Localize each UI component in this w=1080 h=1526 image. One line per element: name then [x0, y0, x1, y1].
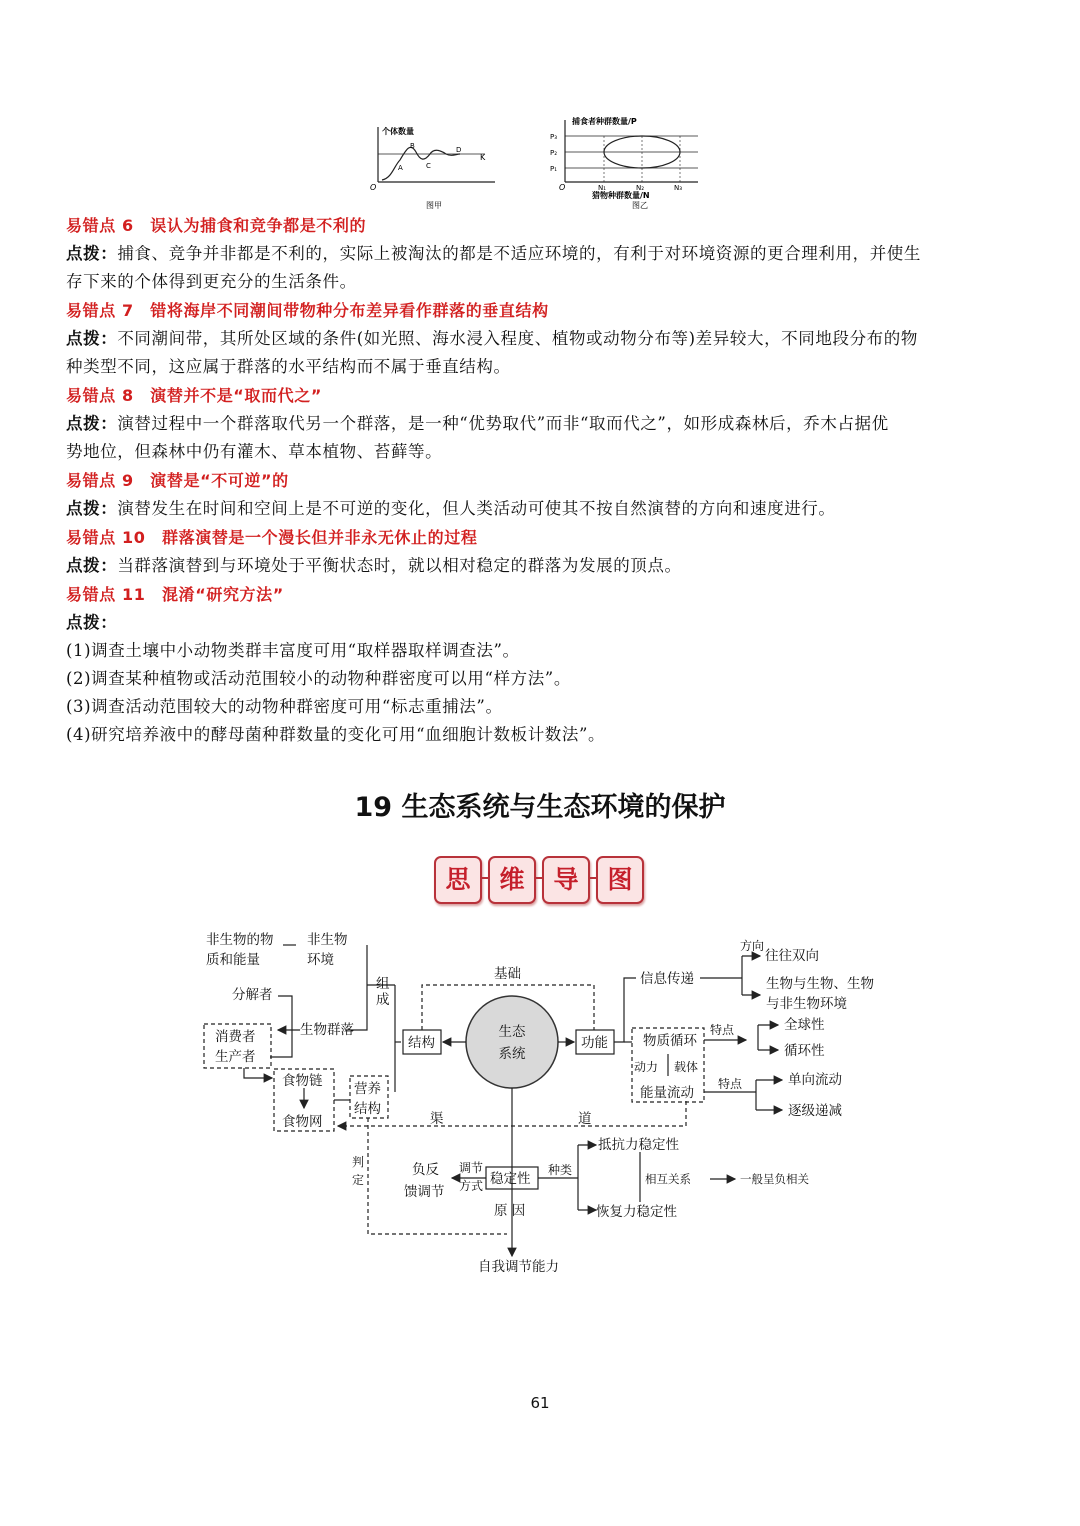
global: 全球性 [784, 1017, 825, 1033]
error-10-body-1 [66, 552, 1026, 580]
error-6-body-2: 存下来的个体得到更充分的生活条件。 [66, 272, 357, 291]
relation: 相互关系 [645, 1172, 691, 1186]
org-org-2: 与非生物环境 [766, 996, 847, 1012]
compose-2: 成 [376, 992, 390, 1008]
negative: 一般呈负相关 [740, 1172, 809, 1186]
regulate-1: 调节 [459, 1161, 484, 1175]
center-label-2: 系统 [498, 1046, 526, 1062]
consumer: 消费者 [215, 1029, 256, 1045]
community: 生物群落 [300, 1022, 354, 1038]
nonliving-2a: 非生物 [307, 932, 348, 948]
fig1-point-b: B [410, 142, 415, 150]
selfreg: 自我调节能力 [478, 1259, 559, 1275]
figure-jia [370, 126, 495, 210]
stability: 稳定性 [490, 1171, 531, 1187]
mind-map [0, 920, 1080, 1290]
trophic-1: 营养 [354, 1081, 381, 1097]
fig2-n2: N₂ [636, 184, 645, 192]
judge-2: 定 [352, 1173, 365, 1187]
carrier: 载体 [674, 1060, 699, 1074]
kinds: 种类 [548, 1163, 573, 1177]
tip-label: 点拨： [66, 556, 118, 575]
error-6-body-1 [66, 240, 1026, 268]
error-8-body-2: 势地位，但森林中仍有灌木、草本植物、苔藓等。 [66, 442, 443, 461]
function: 功能 [581, 1035, 608, 1051]
oneway: 单向流动 [788, 1072, 842, 1088]
error-9-title: 易错点 9 演替是“不可逆”的 [66, 471, 289, 490]
nonliving-2b: 环境 [307, 952, 334, 968]
direction: 方向 [740, 939, 765, 953]
fig1-point-c: C [426, 162, 431, 170]
foodchain: 食物链 [282, 1073, 323, 1089]
fig1-caption: 图甲 [426, 201, 442, 210]
badge-char-4: 图 [596, 856, 644, 904]
info: 信息传递 [640, 971, 694, 987]
page-number: 61 [530, 1394, 550, 1412]
method-4: (4)研究培养液中的酵母菌种群数量的变化可用“血细胞计数板计数法”。 [66, 725, 606, 744]
error-10-title: 易错点 10 群落演替是一个漫长但并非永无休止的过程 [66, 528, 478, 547]
channel-2: 道 [578, 1111, 592, 1127]
badge-char-3: 导 [542, 856, 590, 904]
error-6-text-1: 捕食、竞争并非都是不利的，实际上被淘汰的都是不适应环境的，有利于对环境资源的更合理利用，并使生 [117, 244, 922, 263]
compose-1: 组 [376, 976, 390, 992]
fig1-point-d: D [456, 146, 462, 154]
tip-label: 点拨： [66, 244, 118, 263]
section-title: 19 生态系统与生态环境的保护 [354, 792, 726, 823]
fig2-n3: N₃ [674, 184, 683, 192]
figure-yi [550, 116, 698, 210]
error-8-title: 易错点 8 演替并不是“取而代之” [66, 386, 322, 405]
tip-label: 点拨： [66, 499, 118, 518]
method-3: (3)调查活动范围较大的动物种群密度可用“标志重捕法”。 [66, 697, 503, 716]
feature-1: 特点 [710, 1023, 735, 1037]
decline: 逐级递减 [788, 1103, 842, 1119]
judge-1: 判 [352, 1155, 365, 1169]
fig2-p2: P₂ [550, 149, 558, 157]
feedback-1: 负反 [412, 1162, 439, 1178]
fig1-origin: O [370, 183, 377, 192]
badge-char-2: 维 [488, 856, 536, 904]
method-2: (2)调查某种植物或活动范围较小的动物种群密度可以用“样方法”。 [66, 669, 571, 688]
feedback-2: 馈调节 [404, 1184, 445, 1200]
regulate-2: 方式 [459, 1179, 484, 1193]
error-10-text-1: 当群落演替到与环境处于平衡状态时，就以相对稳定的群落为发展的顶点。 [117, 556, 682, 575]
fig2-caption: 图乙 [632, 201, 648, 210]
error-7-text-1: 不同潮间带，其所处区域的条件(如光照、海水浸入程度、植物或动物分布等)差异较大，不同地段分布的物 [117, 329, 918, 348]
center-label-1: 生态 [498, 1024, 526, 1040]
fig1-y-label: 个体数量 [382, 127, 414, 136]
trophic-2: 结构 [354, 1101, 381, 1117]
tip-label: 点拨： [66, 329, 118, 348]
resist: 抵抗力稳定性 [598, 1137, 679, 1153]
fig2-y-label: 捕食者种群数量/P [572, 117, 637, 126]
error-7-title: 易错点 7 错将海岸不同潮间带物种分布差异看作群落的垂直结构 [66, 301, 549, 320]
error-6-title: 易错点 6 误认为捕食和竞争都是不利的 [66, 216, 367, 235]
cyclic: 循环性 [784, 1043, 825, 1059]
method-1: (1)调查土壤中小动物类群丰富度可用“取样器取样调查法”。 [66, 641, 520, 660]
fig2-x-label: 猎物种群数量/N [592, 191, 650, 200]
nonliving-1b: 质和能量 [206, 952, 260, 968]
decomposer: 分解者 [232, 987, 273, 1003]
recover: 恢复力稳定性 [596, 1204, 677, 1220]
foodweb: 食物网 [282, 1114, 323, 1130]
fig2-p1: P₁ [550, 165, 558, 173]
error-11-tip-label: 点拨： [66, 613, 118, 632]
error-7-body-2: 种类型不同，这应属于群落的水平结构而不属于垂直结构。 [66, 357, 511, 376]
error-7-body-1 [66, 325, 1026, 353]
fig2-origin: O [559, 183, 566, 192]
producer: 生产者 [215, 1049, 256, 1065]
population-figures [360, 112, 720, 212]
error-11-title: 易错点 11 混淆“研究方法” [66, 585, 284, 604]
flow: 能量流动 [640, 1085, 694, 1101]
cycle: 物质循环 [643, 1033, 697, 1049]
org-org-1: 生物与生物、生物 [766, 976, 874, 992]
reason: 原 因 [494, 1203, 526, 1219]
error-8-body-1 [66, 410, 1026, 438]
fig1-point-a: A [398, 164, 403, 172]
basis: 基础 [494, 966, 521, 982]
nonliving-1a: 非生物的物 [206, 932, 274, 948]
feature-2: 特点 [718, 1077, 743, 1091]
fig1-k: K [480, 153, 486, 162]
channel-1: 渠 [430, 1111, 444, 1127]
fig2-n1: N₁ [598, 184, 607, 192]
error-8-text-1: 演替过程中一个群落取代另一个群落，是一种“优势取代”而非“取而代之”，如形成森林后，乔木占据优 [117, 414, 889, 433]
badge-connectors [430, 868, 650, 888]
tip-label: 点拨： [66, 414, 118, 433]
center-circle [466, 996, 558, 1088]
fig2-p3: P₃ [550, 133, 558, 141]
two-way: 往往双向 [765, 948, 819, 964]
error-9-body-1 [66, 495, 1026, 523]
structure: 结构 [408, 1035, 435, 1051]
badge-char-1: 思 [434, 856, 482, 904]
power: 动力 [634, 1060, 659, 1074]
error-9-text-1: 演替发生在时间和空间上是不可逆的变化，但人类活动可使其不按自然演替的方向和速度进行。 [117, 499, 836, 518]
